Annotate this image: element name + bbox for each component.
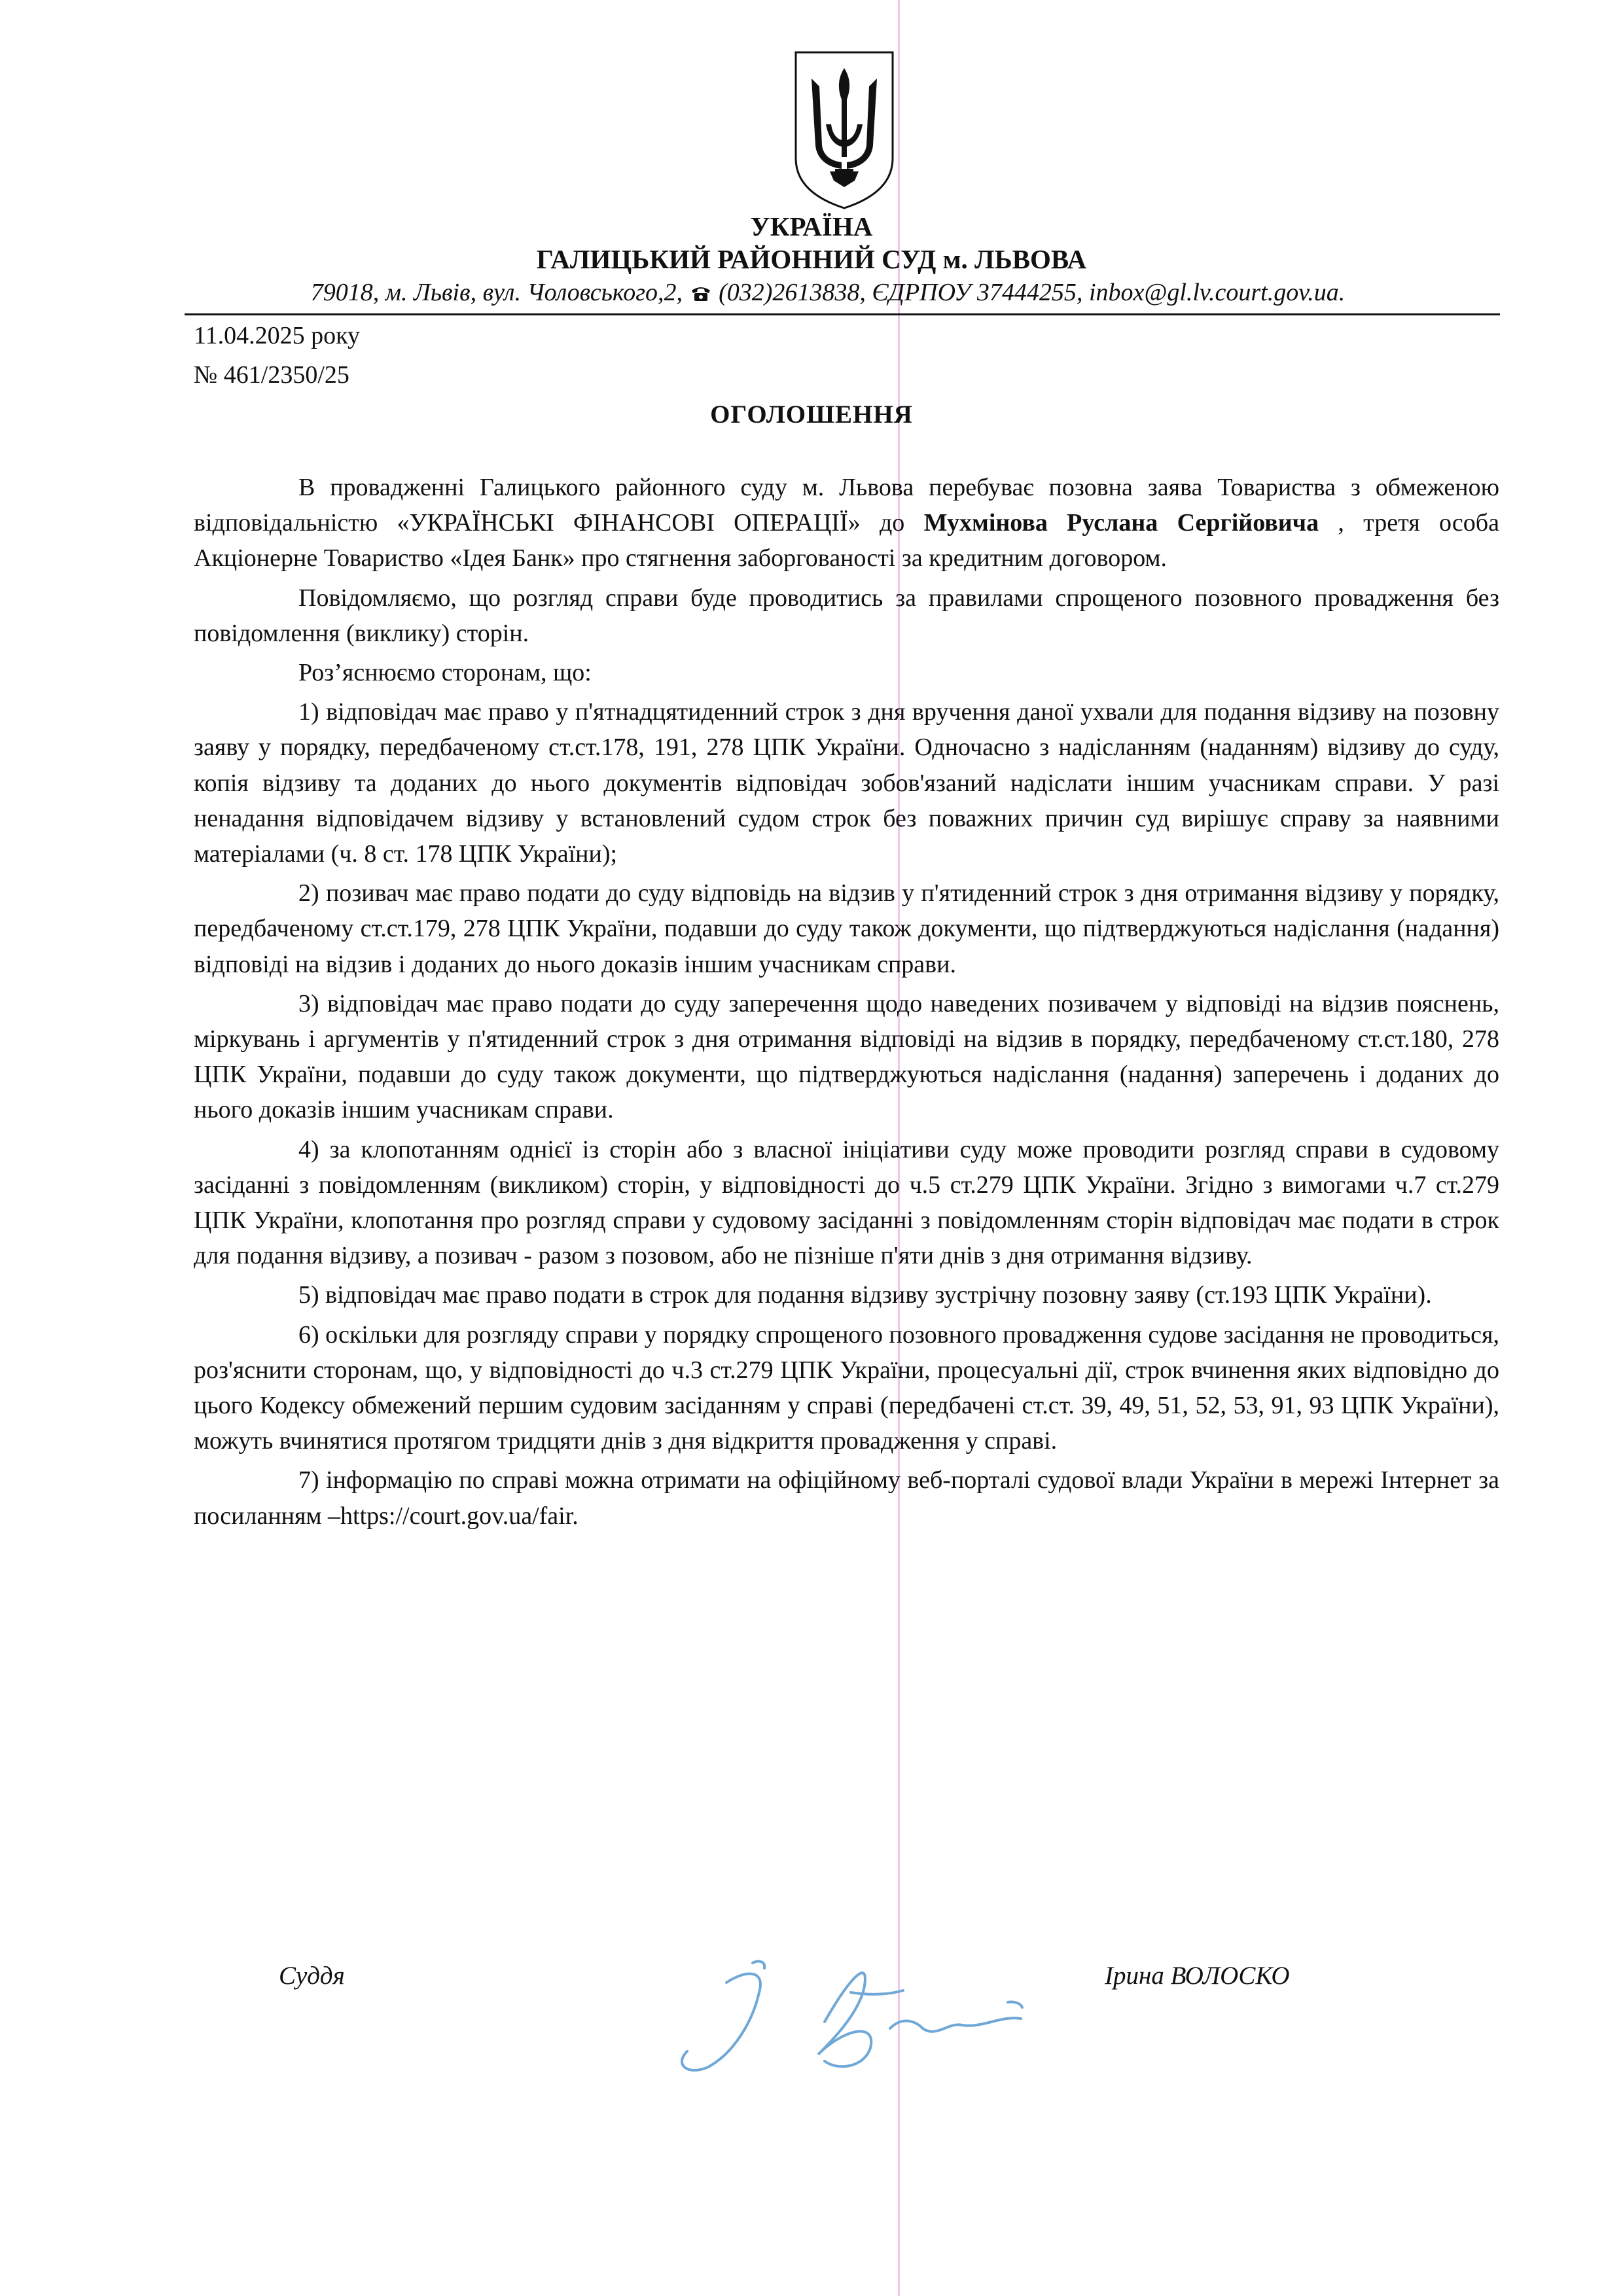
paragraph-explanation-lead: Роз’яснюємо сторонам, що: bbox=[298, 659, 592, 687]
document-body bbox=[194, 470, 1499, 1538]
header-country: УКРАЇНА bbox=[750, 211, 873, 241]
defendant-name: Мухмінова Руслана Сергійовича bbox=[923, 509, 1319, 537]
paragraph-item-7: 7) інформацію по справі можна отримати на офіційному веб-порталі судової влади України в мережі Інтернет за посиланням –https://court.gov.ua/fair. bbox=[194, 1466, 1499, 1530]
header-contacts bbox=[190, 277, 1466, 308]
case-number: № 461/2350/25 bbox=[194, 361, 349, 389]
signer-role: Суддя bbox=[279, 1962, 345, 1990]
paragraph-item-1: 1) відповідач має право у п'ятнадцятиденний строк з дня вручення даної ухвали для подання відзиву на позовну заяву у порядку, передбаченому ст.ст.178, 191, 278 ЦПК України. Одночасно з надісланням (наданням) відзиву до суду, копія відзиву та доданих до нього документів відповідач зобов'язаний надіслати іншим учасникам справи. У разі ненадання відповідачем відзиву у встановлений судом строк без поважних причин суд вирішує справу за наявними матеріалами (ч. 8 ст. 178 ЦПК України); bbox=[194, 698, 1499, 868]
handwritten-signature bbox=[654, 1930, 1047, 2087]
paragraph-item-3: 3) відповідач має право подати до суду заперечення щодо наведених позивачем у відповіді на відзив пояснень, міркувань і аргументів у п'ятиденний строк з дня отримання відповіді на відзив в порядку, передбаченому ст.ст.180, 278 ЦПК України, подавши до суду також документи, що підтверджуються надіслання (надання) заперечень і доданих до нього доказів іншим учасникам справи. bbox=[194, 989, 1499, 1124]
phone-icon bbox=[689, 284, 713, 302]
header-email: inbox@gl.lv.court.gov.ua. bbox=[1088, 279, 1346, 306]
intro-text-end: , третя особа Акціонерне Товариство «Ідея Банк» про стягнення заборгованості за кредитним договором. bbox=[194, 509, 1500, 573]
signer-name: Ірина ВОЛОСКО bbox=[1105, 1962, 1290, 1990]
paragraph-item-5: 5) відповідач має право подати в строк для подання відзиву зустрічну позовну заяву (ст.193 ЦПК України). bbox=[298, 1281, 1432, 1309]
document-title: ОГОЛОШЕННЯ bbox=[710, 400, 913, 429]
header-court-name: ГАЛИЦЬКИЙ РАЙОННИЙ СУД м. ЛЬВОВА bbox=[536, 244, 1087, 274]
header-phone: (032)2613838, bbox=[719, 279, 866, 306]
header-edrpou: ЄДРПОУ 37444255, bbox=[872, 279, 1083, 306]
paragraph-procedure: Повідомляємо, що розгляд справи буде проводитись за правилами спрощеного позовного провадження без повідомлення (виклику) сторін. bbox=[194, 584, 1499, 647]
paragraph-item-6: 6) оскільки для розгляду справи у порядку спрощеного позовного провадження судове засідання не проводиться, роз'яснити сторонам, що, у відповідності до ч.3 ст.279 ЦПК України, процесуальні дії, строк вчинення яких відповідно до цього Кодексу обмежений першим судовим засіданням у справі (передбачені ст.ст. 39, 49, 51, 52, 53, 91, 93 ЦПК України), можуть вчинятися протягом тридцяти днів з дня відкриття провадження у справі. bbox=[194, 1320, 1499, 1455]
intro-text-start: В провадженні Галицького районного суду м. Львова перебуває позовна заява Товариства з обмеженою відповідальністю «УКРАЇНСЬКІ ФІНАНСОВІ ОПЕРАЦІЇ» до bbox=[194, 474, 1499, 537]
paragraph-item-4: 4) за клопотанням однієї із сторін або з власної ініціативи суду може проводити розгляд справи в судовому засіданні з повідомленням (викликом) сторін, у відповідності до ч.5 ст.279 ЦПК України. Згідно з вимогами ч.7 ст.279 ЦПК України, клопотання про розгляд справи у судовому засіданні з повідомленням сторін відповідач має подати в строк для подання відзиву, а позивач - разом з позовом, або не пізніше п'яти днів з дня отримання відзиву. bbox=[194, 1135, 1499, 1270]
header-address: 79018, м. Львів, вул. Чоловського,2, bbox=[310, 279, 683, 306]
trident-emblem-icon bbox=[792, 47, 897, 211]
header-divider bbox=[185, 313, 1500, 315]
document-date: 11.04.2025 року bbox=[194, 322, 361, 349]
paragraph-item-2: 2) позивач має право подати до суду відповідь на відзив у п'ятиденний строк з дня отримання відзиву у порядку, передбаченому ст.ст.179, 278 ЦПК України, подавши до суду також документи, що підтверджуються надіслання (надання) відповіді на відзив і доданих до нього доказів іншим учасникам справи. bbox=[194, 879, 1499, 978]
paragraph-intro bbox=[194, 470, 1499, 576]
